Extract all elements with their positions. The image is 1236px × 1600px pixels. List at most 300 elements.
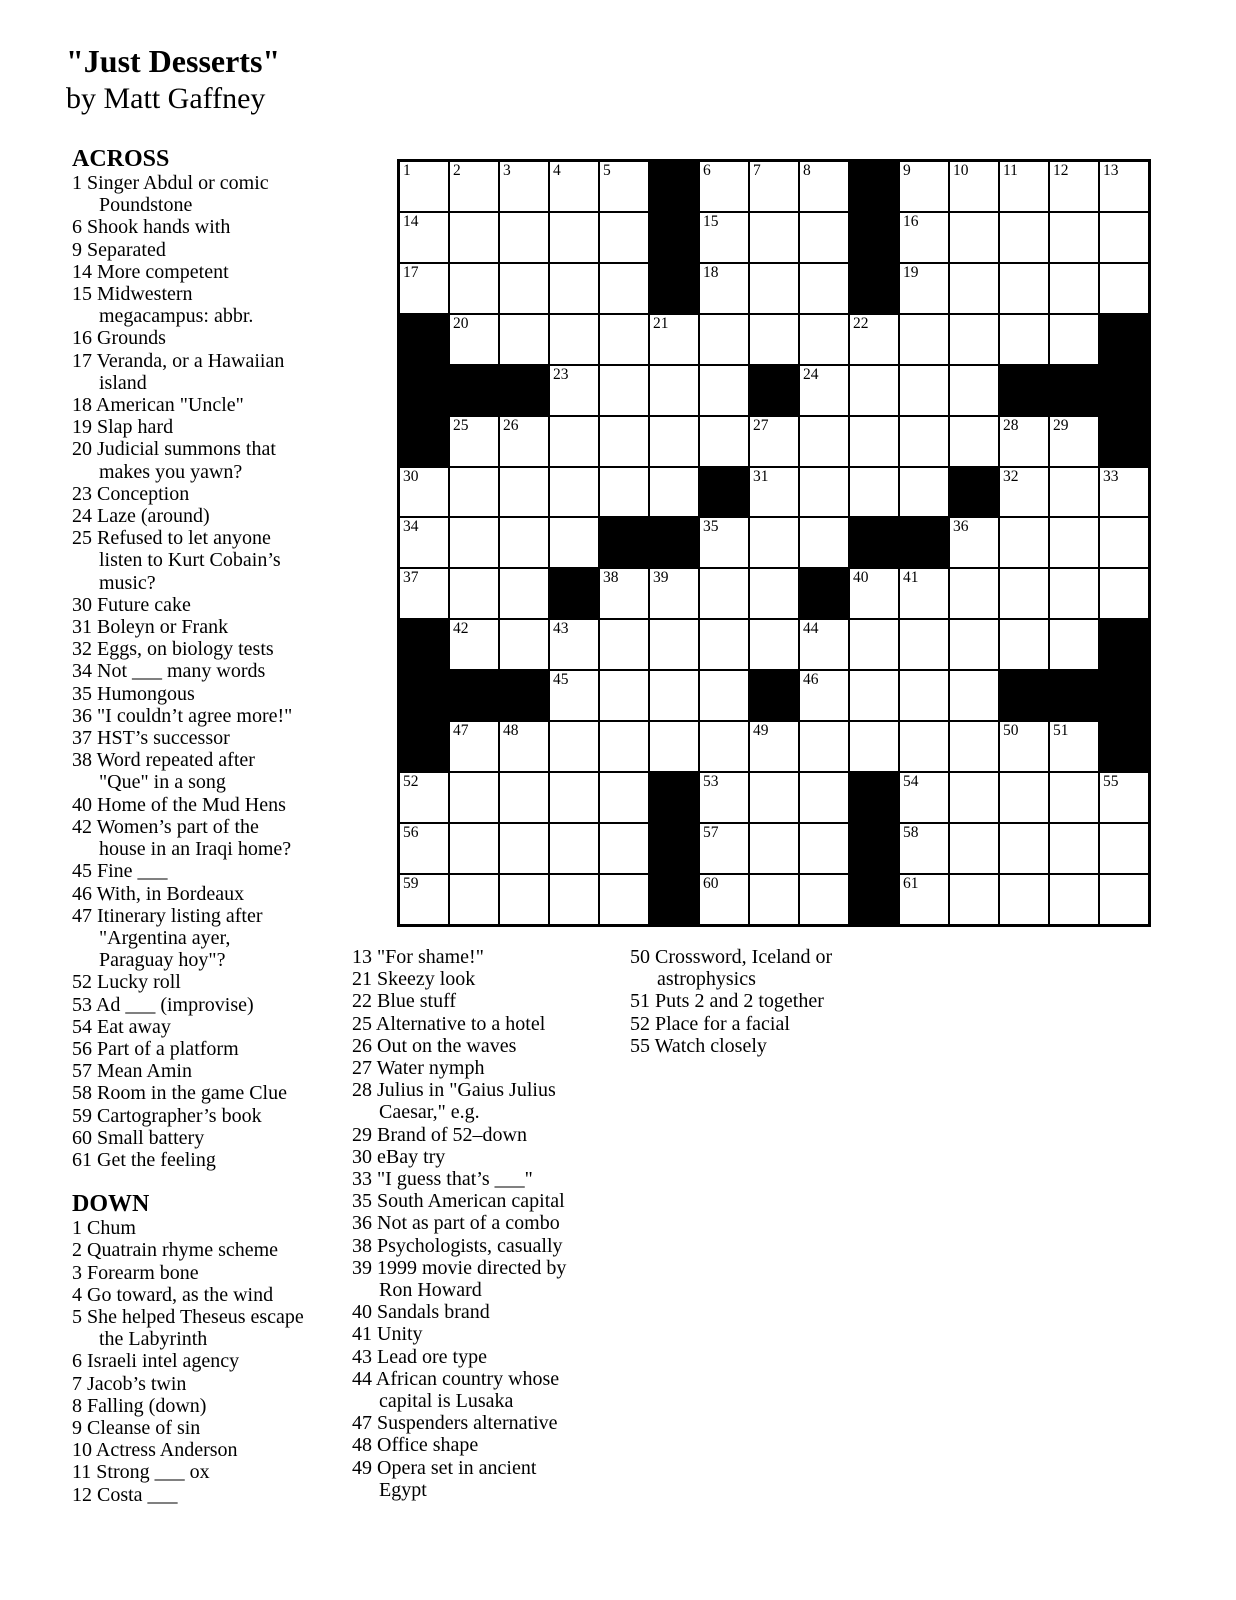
- grid-cell-r5c11[interactable]: [899, 365, 949, 416]
- grid-cell-r4c3[interactable]: [499, 314, 549, 365]
- grid-cell-r10c6[interactable]: [649, 619, 699, 670]
- grid-cell-r12c11[interactable]: [899, 721, 949, 772]
- black-square: [949, 467, 999, 518]
- grid-cell-r10c12[interactable]: [949, 619, 999, 670]
- grid-cell-r13c8[interactable]: [749, 772, 799, 823]
- grid-cell-r6c10[interactable]: [849, 416, 899, 467]
- grid-cell-r12c14[interactable]: [1049, 721, 1099, 772]
- across-clue-46: 46 With, in Bordeaux: [72, 882, 245, 905]
- grid-cell-r8c2[interactable]: [449, 517, 499, 568]
- grid-cell-r13c4[interactable]: [549, 772, 599, 823]
- grid-cell-r9c14[interactable]: [1049, 568, 1099, 619]
- black-square: [649, 823, 699, 874]
- grid-cell-r14c9[interactable]: [799, 823, 849, 874]
- cell-number: 7: [753, 162, 761, 179]
- cell-number: 59: [403, 874, 419, 892]
- grid-cell-r12c7[interactable]: [699, 721, 749, 772]
- grid-cell-r6c5[interactable]: [599, 416, 649, 467]
- grid-cell-r2c3[interactable]: [499, 212, 549, 263]
- across-clue-40: 40 Home of the Mud Hens: [72, 793, 286, 816]
- grid-cell-r2c9[interactable]: [799, 212, 849, 263]
- grid-cell-r7c15[interactable]: [1099, 467, 1149, 518]
- grid-cell-r4c14[interactable]: [1049, 314, 1099, 365]
- grid-cell-r6c2[interactable]: [449, 416, 499, 467]
- grid-cell-r10c13[interactable]: [999, 619, 1049, 670]
- down-clue-5: 5 She helped Theseus escape the Labyrinth: [72, 1305, 304, 1351]
- across-clue-1: 1 Singer Abdul or comic Poundstone: [72, 172, 269, 217]
- down-clue-41: 41 Unity: [352, 1323, 423, 1346]
- grid-cell-r4c10[interactable]: [849, 314, 899, 365]
- grid-cell-r2c4[interactable]: [549, 212, 599, 263]
- grid-cell-r11c11[interactable]: [899, 670, 949, 721]
- grid-cell-r12c5[interactable]: [599, 721, 649, 772]
- grid-cell-r12c9[interactable]: [799, 721, 849, 772]
- grid-cell-r2c12[interactable]: [949, 212, 999, 263]
- across-clue-23: 23 Conception: [72, 482, 190, 505]
- cell-number: 9: [903, 162, 911, 179]
- cell-number: 28: [1003, 416, 1019, 434]
- down-clue-list-2: [352, 946, 585, 1501]
- cell-number: 3: [503, 162, 511, 179]
- black-square: [1099, 721, 1149, 772]
- grid-cell-r7c2[interactable]: [449, 467, 499, 518]
- grid-cell-r15c3[interactable]: [499, 874, 549, 925]
- black-square: [649, 874, 699, 925]
- across-clue-58: 58 Room in the game Clue: [72, 1082, 287, 1105]
- grid-cell-r6c12[interactable]: [949, 416, 999, 467]
- across-clue-47: 47 Itinerary listing after "Argentina ayer, Paraguay hoy"?: [72, 904, 263, 972]
- grid-cell-r4c13[interactable]: [999, 314, 1049, 365]
- grid-cell-r3c8[interactable]: [749, 263, 799, 314]
- across-clue-38: 38 Word repeated after "Que" in a song: [72, 749, 255, 794]
- grid-cell-r7c1[interactable]: [399, 467, 449, 518]
- grid-cell-r15c9[interactable]: [799, 874, 849, 925]
- grid-cell-r10c5[interactable]: [599, 619, 649, 670]
- cell-number: 1: [403, 162, 411, 179]
- grid-cell-r1c4[interactable]: [549, 161, 599, 212]
- down-clue-52: 52 Place for a facial: [630, 1012, 790, 1035]
- cell-number: 47: [453, 722, 469, 740]
- grid-cell-r14c1[interactable]: [399, 823, 449, 874]
- grid-cell-r6c7[interactable]: [699, 416, 749, 467]
- grid-cell-r8c8[interactable]: [749, 517, 799, 568]
- grid-cell-r9c1[interactable]: [399, 568, 449, 619]
- grid-cell-r3c12[interactable]: [949, 263, 999, 314]
- grid-cell-r9c7[interactable]: [699, 568, 749, 619]
- grid-cell-r8c13[interactable]: [999, 517, 1049, 568]
- grid-cell-r9c13[interactable]: [999, 568, 1049, 619]
- down-clue-22: 22 Blue stuff: [352, 990, 457, 1013]
- across-clue-57: 57 Mean Amin: [72, 1060, 192, 1083]
- down-clue-48: 48 Office shape: [352, 1434, 479, 1457]
- grid-cell-r15c7[interactable]: [699, 874, 749, 925]
- across-clue-15: 15 Midwestern megacampus: abbr.: [72, 283, 254, 328]
- grid-cell-r5c12[interactable]: [949, 365, 999, 416]
- cell-number: 34: [403, 518, 419, 536]
- grid-cell-r4c12[interactable]: [949, 314, 999, 365]
- grid-cell-r15c4[interactable]: [549, 874, 599, 925]
- grid-cell-r13c2[interactable]: [449, 772, 499, 823]
- grid-cell-r4c4[interactable]: [549, 314, 599, 365]
- grid-cell-r12c8[interactable]: [749, 721, 799, 772]
- grid-cell-r12c4[interactable]: [549, 721, 599, 772]
- grid-cell-r1c9[interactable]: [799, 161, 849, 212]
- grid-cell-r15c5[interactable]: [599, 874, 649, 925]
- black-square: [399, 670, 449, 721]
- grid-cell-r8c12[interactable]: [949, 517, 999, 568]
- grid-cell-r5c7[interactable]: [699, 365, 749, 416]
- black-square: [699, 467, 749, 518]
- grid-cell-r4c11[interactable]: [899, 314, 949, 365]
- grid-cell-r4c8[interactable]: [749, 314, 799, 365]
- crossword-grid: [397, 159, 1151, 927]
- grid-cell-r8c14[interactable]: [1049, 517, 1099, 568]
- grid-cell-r9c2[interactable]: [449, 568, 499, 619]
- grid-cell-r1c15[interactable]: [1099, 161, 1149, 212]
- black-square: [999, 670, 1049, 721]
- down-clue-4: 4 Go toward, as the wind: [72, 1283, 274, 1306]
- grid-cell-r2c11[interactable]: [899, 212, 949, 263]
- down-clue-26: 26 Out on the waves: [352, 1034, 517, 1057]
- cell-number: 24: [803, 365, 819, 383]
- cell-number: 15: [703, 212, 719, 230]
- grid-cell-r12c12[interactable]: [949, 721, 999, 772]
- cell-number: 38: [603, 569, 619, 587]
- across-clue-6: 6 Shook hands with: [72, 216, 231, 239]
- black-square: [749, 670, 799, 721]
- grid-cell-r15c8[interactable]: [749, 874, 799, 925]
- grid-cell-r5c6[interactable]: [649, 365, 699, 416]
- cell-number: 48: [503, 722, 519, 740]
- grid-cell-r9c11[interactable]: [899, 568, 949, 619]
- grid-cell-r3c5[interactable]: [599, 263, 649, 314]
- grid-cell-r4c6[interactable]: [649, 314, 699, 365]
- cell-number: 46: [803, 671, 819, 689]
- grid-cell-r2c13[interactable]: [999, 212, 1049, 263]
- black-square: [399, 416, 449, 467]
- grid-cell-r2c5[interactable]: [599, 212, 649, 263]
- down-clue-list-1: [72, 1217, 305, 1506]
- down-clue-27: 27 Water nymph: [352, 1057, 485, 1080]
- grid-cell-r5c9[interactable]: [799, 365, 849, 416]
- grid-cell-r1c8[interactable]: [749, 161, 799, 212]
- grid-cell-r3c3[interactable]: [499, 263, 549, 314]
- grid-cell-r7c9[interactable]: [799, 467, 849, 518]
- cell-number: 19: [903, 263, 919, 281]
- down-clue-50: 50 Crossword, Iceland or astrophysics: [630, 946, 833, 991]
- grid-cell-r4c5[interactable]: [599, 314, 649, 365]
- grid-cell-r15c13[interactable]: [999, 874, 1049, 925]
- grid-cell-r9c5[interactable]: [599, 568, 649, 619]
- across-clue-34: 34 Not ___ many words: [72, 660, 266, 683]
- grid-cell-r1c11[interactable]: [899, 161, 949, 212]
- grid-cell-r15c1[interactable]: [399, 874, 449, 925]
- down-clue-43: 43 Lead ore type: [352, 1345, 487, 1368]
- grid-cell-r10c7[interactable]: [699, 619, 749, 670]
- grid-cell-r13c3[interactable]: [499, 772, 549, 823]
- black-square: [499, 365, 549, 416]
- grid-cell-r13c15[interactable]: [1099, 772, 1149, 823]
- grid-cell-r8c4[interactable]: [549, 517, 599, 568]
- grid-cell-r2c15[interactable]: [1099, 212, 1149, 263]
- black-square: [1099, 416, 1149, 467]
- down-clue-3: 3 Forearm bone: [72, 1261, 199, 1284]
- grid-cell-r11c12[interactable]: [949, 670, 999, 721]
- grid-cell-r12c2[interactable]: [449, 721, 499, 772]
- cell-number: 6: [703, 162, 711, 179]
- down-clue-28: 28 Julius in "Gaius Julius Caesar," e.g.: [352, 1079, 556, 1124]
- black-square: [1099, 670, 1149, 721]
- grid-cell-r5c5[interactable]: [599, 365, 649, 416]
- down-clue-51: 51 Puts 2 and 2 together: [630, 990, 824, 1013]
- black-square: [449, 365, 499, 416]
- cell-number: 8: [803, 162, 811, 179]
- black-square: [1049, 365, 1099, 416]
- cell-number: 30: [403, 467, 419, 485]
- grid-cell-r1c1[interactable]: [399, 161, 449, 212]
- grid-cell-r13c12[interactable]: [949, 772, 999, 823]
- across-clue-54: 54 Eat away: [72, 1015, 171, 1038]
- grid-cell-r1c3[interactable]: [499, 161, 549, 212]
- grid-cell-r4c7[interactable]: [699, 314, 749, 365]
- grid-cell-r4c2[interactable]: [449, 314, 499, 365]
- grid-cell-r8c3[interactable]: [499, 517, 549, 568]
- grid-cell-r14c5[interactable]: [599, 823, 649, 874]
- grid-cell-r2c1[interactable]: [399, 212, 449, 263]
- grid-cell-r15c11[interactable]: [899, 874, 949, 925]
- grid-cell-r3c14[interactable]: [1049, 263, 1099, 314]
- grid-cell-r7c14[interactable]: [1049, 467, 1099, 518]
- black-square: [549, 568, 599, 619]
- black-square: [999, 365, 1049, 416]
- grid-cell-r7c13[interactable]: [999, 467, 1049, 518]
- across-clue-18: 18 American "Uncle": [72, 394, 244, 417]
- across-clue-35: 35 Humongous: [72, 682, 195, 705]
- grid-cell-r8c7[interactable]: [699, 517, 749, 568]
- across-clue-61: 61 Get the feeling: [72, 1148, 216, 1171]
- grid-cell-r10c3[interactable]: [499, 619, 549, 670]
- grid-cell-r6c14[interactable]: [1049, 416, 1099, 467]
- cell-number: 18: [703, 263, 719, 281]
- black-square: [399, 365, 449, 416]
- grid-cell-r14c4[interactable]: [549, 823, 599, 874]
- grid-cell-r8c15[interactable]: [1099, 517, 1149, 568]
- grid-cell-r15c15[interactable]: [1099, 874, 1149, 925]
- grid-cell-r9c15[interactable]: [1099, 568, 1149, 619]
- grid-cell-r13c7[interactable]: [699, 772, 749, 823]
- grid-cell-r11c9[interactable]: [799, 670, 849, 721]
- grid-cell-r13c5[interactable]: [599, 772, 649, 823]
- cell-number: 49: [753, 722, 769, 740]
- grid-cell-r9c6[interactable]: [649, 568, 699, 619]
- grid-cell-r11c6[interactable]: [649, 670, 699, 721]
- grid-cell-r9c3[interactable]: [499, 568, 549, 619]
- cell-number: 43: [553, 620, 569, 638]
- grid-cell-r11c10[interactable]: [849, 670, 899, 721]
- grid-cell-r1c7[interactable]: [699, 161, 749, 212]
- cell-number: 27: [753, 416, 769, 434]
- across-clue-17: 17 Veranda, or a Hawaiian island: [72, 349, 285, 394]
- grid-cell-r3c7[interactable]: [699, 263, 749, 314]
- grid-cell-r12c6[interactable]: [649, 721, 699, 772]
- black-square: [649, 212, 699, 263]
- grid-cell-r15c2[interactable]: [449, 874, 499, 925]
- grid-cell-r6c6[interactable]: [649, 416, 699, 467]
- cell-number: 50: [1003, 722, 1019, 740]
- grid-cell-r1c13[interactable]: [999, 161, 1049, 212]
- cell-number: 60: [703, 874, 719, 892]
- grid-cell-r9c10[interactable]: [849, 568, 899, 619]
- grid-cell-r6c3[interactable]: [499, 416, 549, 467]
- grid-cell-r14c11[interactable]: [899, 823, 949, 874]
- grid-cell-r7c3[interactable]: [499, 467, 549, 518]
- grid-cell-r14c3[interactable]: [499, 823, 549, 874]
- cell-number: 4: [553, 162, 561, 179]
- grid-cell-r15c12[interactable]: [949, 874, 999, 925]
- grid-cell-r13c9[interactable]: [799, 772, 849, 823]
- grid-cell-r10c10[interactable]: [849, 619, 899, 670]
- grid-cell-r13c13[interactable]: [999, 772, 1049, 823]
- grid-cell-r8c9[interactable]: [799, 517, 849, 568]
- cell-number: 5: [603, 162, 611, 179]
- grid-cell-r14c13[interactable]: [999, 823, 1049, 874]
- grid-cell-r12c10[interactable]: [849, 721, 899, 772]
- grid-cell-r10c8[interactable]: [749, 619, 799, 670]
- grid-cell-r14c8[interactable]: [749, 823, 799, 874]
- across-clue-list: [72, 172, 305, 1171]
- grid-cell-r10c11[interactable]: [899, 619, 949, 670]
- across-clue-53: 53 Ad ___ (improvise): [72, 993, 254, 1016]
- grid-cell-r6c9[interactable]: [799, 416, 849, 467]
- grid-cell-r9c8[interactable]: [749, 568, 799, 619]
- grid-cell-r7c4[interactable]: [549, 467, 599, 518]
- grid-cell-r3c9[interactable]: [799, 263, 849, 314]
- cell-number: 54: [903, 773, 919, 791]
- black-square: [649, 263, 699, 314]
- black-square: [399, 619, 449, 670]
- down-clue-33: 33 "I guess that’s ___": [352, 1168, 533, 1191]
- grid-cell-r14c2[interactable]: [449, 823, 499, 874]
- black-square: [749, 365, 799, 416]
- across-clue-31: 31 Boleyn or Frank: [72, 616, 229, 639]
- grid-cell-r12c13[interactable]: [999, 721, 1049, 772]
- grid-cell-r7c10[interactable]: [849, 467, 899, 518]
- cell-number: 12: [1053, 162, 1069, 179]
- grid-cell-r2c2[interactable]: [449, 212, 499, 263]
- across-header: ACROSS: [72, 146, 170, 172]
- grid-cell-r6c8[interactable]: [749, 416, 799, 467]
- grid-cell-r2c7[interactable]: [699, 212, 749, 263]
- grid-cell-r11c7[interactable]: [699, 670, 749, 721]
- cell-number: 32: [1003, 467, 1019, 485]
- black-square: [799, 568, 849, 619]
- grid-cell-r6c13[interactable]: [999, 416, 1049, 467]
- across-clue-20: 20 Judicial summons that makes you yawn?: [72, 438, 276, 483]
- grid-cell-r10c2[interactable]: [449, 619, 499, 670]
- down-clue-25: 25 Alternative to a hotel: [352, 1012, 546, 1035]
- cell-number: 39: [653, 569, 669, 587]
- grid-cell-r11c4[interactable]: [549, 670, 599, 721]
- grid-cell-r13c11[interactable]: [899, 772, 949, 823]
- cell-number: 25: [453, 416, 469, 434]
- grid-cell-r7c6[interactable]: [649, 467, 699, 518]
- grid-cell-r7c5[interactable]: [599, 467, 649, 518]
- black-square: [849, 212, 899, 263]
- grid-cell-r5c4[interactable]: [549, 365, 599, 416]
- puzzle-byline: by Matt Gaffney: [66, 82, 266, 115]
- grid-cell-r3c15[interactable]: [1099, 263, 1149, 314]
- grid-cell-r10c9[interactable]: [799, 619, 849, 670]
- cell-number: 44: [803, 620, 819, 638]
- black-square: [399, 721, 449, 772]
- grid-cell-r7c8[interactable]: [749, 467, 799, 518]
- grid-cell-r6c4[interactable]: [549, 416, 599, 467]
- grid-cell-r5c10[interactable]: [849, 365, 899, 416]
- grid-cell-r1c12[interactable]: [949, 161, 999, 212]
- down-clue-39: 39 1999 movie directed by Ron Howard: [352, 1256, 567, 1302]
- down-clue-8: 8 Falling (down): [72, 1394, 207, 1417]
- down-clue-2: 2 Quatrain rhyme scheme: [72, 1239, 279, 1262]
- cell-number: 14: [403, 212, 419, 230]
- grid-cell-r13c14[interactable]: [1049, 772, 1099, 823]
- grid-cell-r12c3[interactable]: [499, 721, 549, 772]
- cell-number: 17: [403, 263, 419, 281]
- grid-cell-r3c13[interactable]: [999, 263, 1049, 314]
- black-square: [599, 517, 649, 568]
- cell-number: 45: [553, 671, 569, 689]
- puzzle-header: [66, 42, 280, 117]
- black-square: [649, 517, 699, 568]
- grid-cell-r14c7[interactable]: [699, 823, 749, 874]
- grid-cell-r3c11[interactable]: [899, 263, 949, 314]
- black-square: [899, 517, 949, 568]
- grid-cell-r9c12[interactable]: [949, 568, 999, 619]
- grid-cell-r7c11[interactable]: [899, 467, 949, 518]
- grid-cell-r13c1[interactable]: [399, 772, 449, 823]
- grid-cell-r1c2[interactable]: [449, 161, 499, 212]
- black-square: [649, 161, 699, 212]
- grid-cell-r2c8[interactable]: [749, 212, 799, 263]
- grid-cell-r2c14[interactable]: [1049, 212, 1099, 263]
- cell-number: 57: [703, 823, 719, 841]
- black-square: [849, 161, 899, 212]
- grid-cell-r1c14[interactable]: [1049, 161, 1099, 212]
- grid-cell-r15c14[interactable]: [1049, 874, 1099, 925]
- grid-cell-r1c5[interactable]: [599, 161, 649, 212]
- grid-cell-r10c14[interactable]: [1049, 619, 1099, 670]
- grid-cell-r8c1[interactable]: [399, 517, 449, 568]
- cell-number: 22: [853, 314, 869, 332]
- grid-cell-r3c4[interactable]: [549, 263, 599, 314]
- grid-cell-r14c14[interactable]: [1049, 823, 1099, 874]
- cell-number: 37: [403, 569, 419, 587]
- grid-cell-r14c12[interactable]: [949, 823, 999, 874]
- down-clue-13: 13 "For shame!": [352, 946, 484, 968]
- across-clue-52: 52 Lucky roll: [72, 971, 181, 994]
- across-clue-37: 37 HST’s successor: [72, 727, 230, 750]
- grid-cell-r4c9[interactable]: [799, 314, 849, 365]
- grid-cell-r14c15[interactable]: [1099, 823, 1149, 874]
- across-clue-30: 30 Future cake: [72, 593, 191, 616]
- grid-cell-r6c11[interactable]: [899, 416, 949, 467]
- down-clue-40: 40 Sandals brand: [352, 1301, 490, 1324]
- grid-cell-r11c5[interactable]: [599, 670, 649, 721]
- grid-cell-r10c4[interactable]: [549, 619, 599, 670]
- cell-number: 58: [903, 823, 919, 841]
- black-square: [849, 263, 899, 314]
- grid-cell-r3c1[interactable]: [399, 263, 449, 314]
- grid-cell-r3c2[interactable]: [449, 263, 499, 314]
